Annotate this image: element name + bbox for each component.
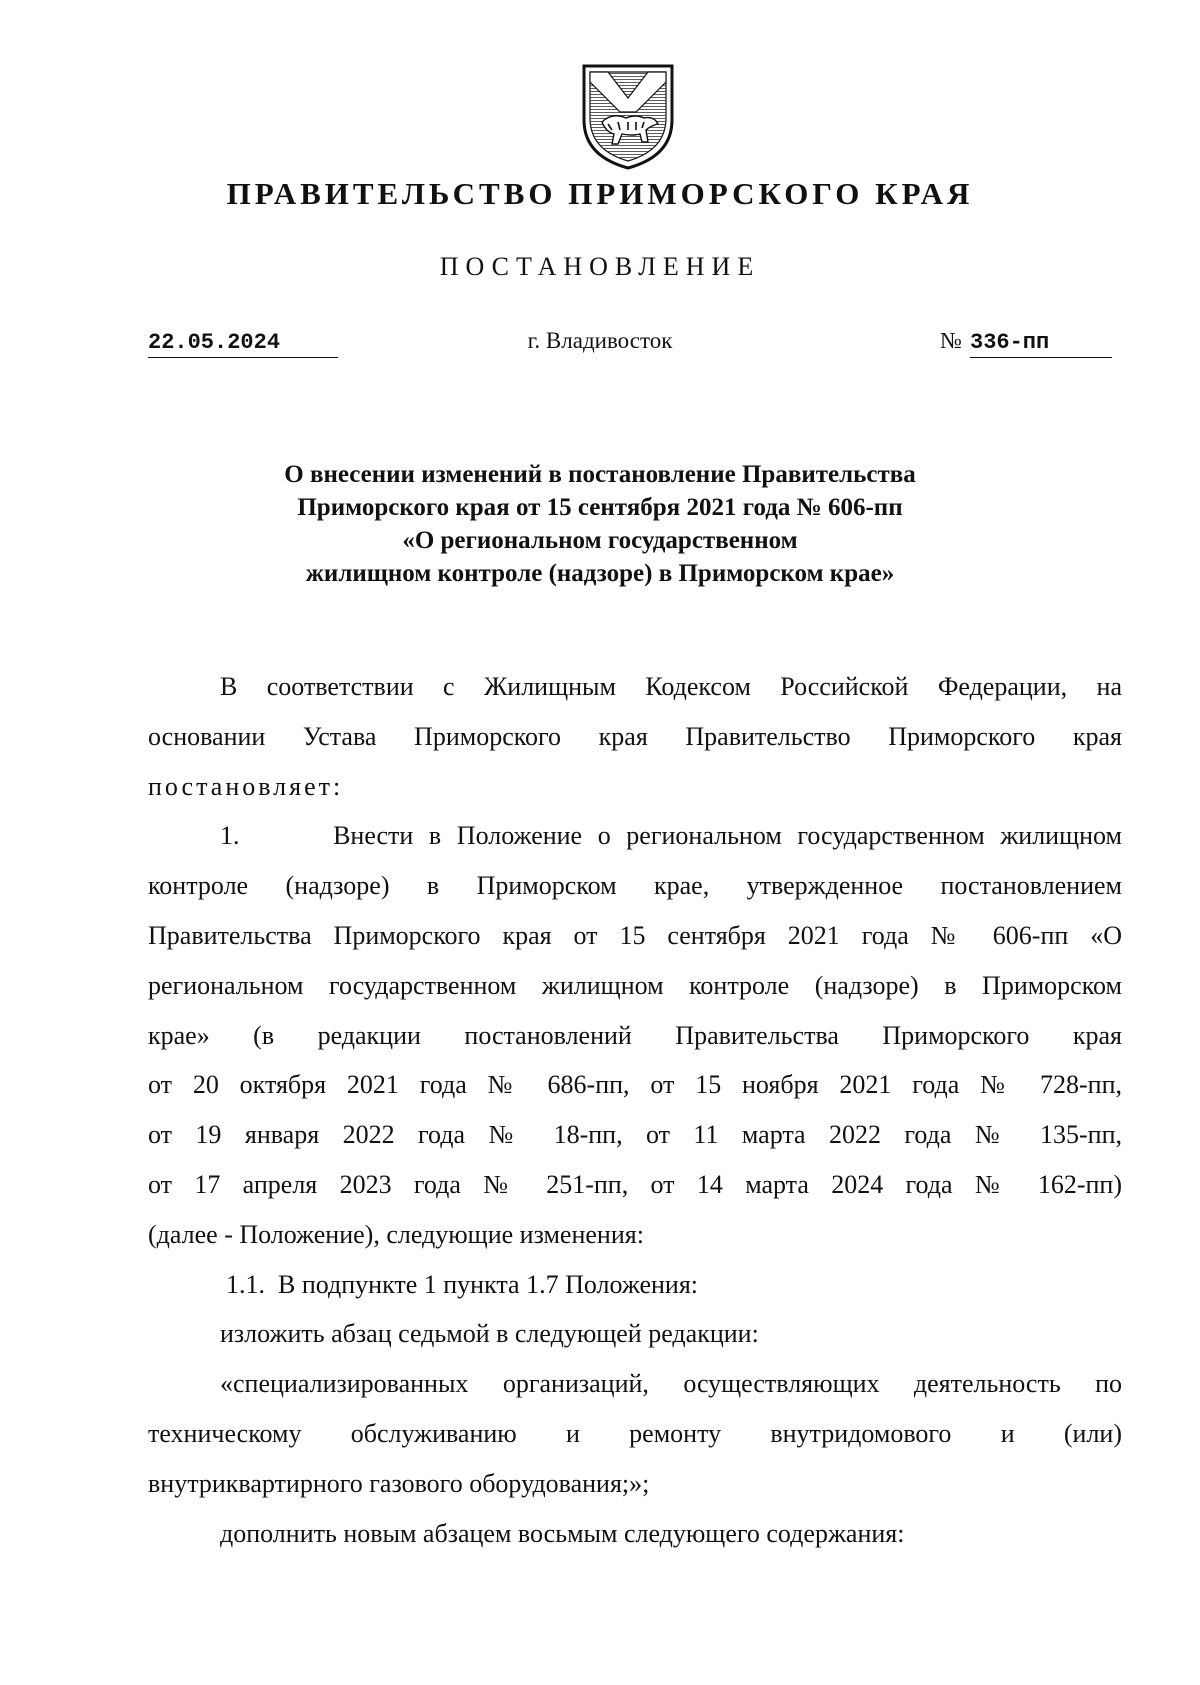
body-line: постановляет: [148,771,344,801]
body-line: «специализированных организаций, осуществляющих деятельность по [220,1369,1122,1399]
heading-line: «О региональном государственном [402,527,798,554]
document-body [148,662,1122,1558]
body-line: контроле (надзоре) в Приморском крае, утвержденное постановлением [148,871,1122,901]
body-line: от 19 января 2022 года № 18-пп, от 11 марта 2022 года № 135-пп, [148,1120,1122,1150]
document-city: г. Владивосток [527,328,673,353]
document-heading [0,458,1200,590]
body-line: техническому обслуживанию и ремонту внутридомового и (или) [148,1418,1122,1448]
body-line: 1. Внести в Положение о региональном государственном жилищном [220,821,1122,851]
body-line: региональном государственном жилищном контроле (надзоре) в Приморском [148,970,1122,1000]
heading-line: О внесении изменений в постановление Правительства [284,461,916,488]
body-line: изложить абзац седьмой в следующей редакции: [220,1319,759,1349]
body-line: внутриквартирного газового оборудования;»; [148,1468,650,1498]
number-sign: № [940,328,962,353]
document-type: ПОСТАНОВЛЕНИЕ [439,252,761,281]
body-line: 1.1. В подпункте 1 пункта 1.7 Положения: [226,1269,699,1299]
body-line: Правительства Приморского края от 15 сентября 2021 года № 606-пп «О [148,920,1122,950]
body-line: дополнить новым абзацем восьмым следующего содержания: [220,1518,905,1548]
body-line: от 20 октября 2021 года № 686-пп, от 15 ноября 2021 года № 728-пп, [148,1070,1122,1100]
body-line: от 17 апреля 2023 года № 251-пп, от 14 марта 2024 года № 162-пп) [148,1169,1122,1199]
organization-title: ПРАВИТЕЛЬСТВО ПРИМОРСКОГО КРАЯ [226,176,974,211]
coat-of-arms-emblem [578,60,678,172]
document-date: 22.05.2024 [148,330,338,358]
body-line: крае» (в редакции постановлений Правительства Приморского края [148,1020,1122,1050]
body-line: В соответствии с Жилищным Кодексом Российской Федерации, на [220,672,1122,701]
body-line: основании Устава Приморского края Правительство Приморского края [148,721,1122,751]
heading-line: жилищном контроле (надзоре) в Приморском крае» [305,560,895,587]
document-number: 336-пп [970,330,1112,358]
heading-line: Приморского края от 15 сентября 2021 года № 606-пп [297,494,903,521]
body-line: (далее - Положение), следующие изменения: [148,1219,644,1249]
